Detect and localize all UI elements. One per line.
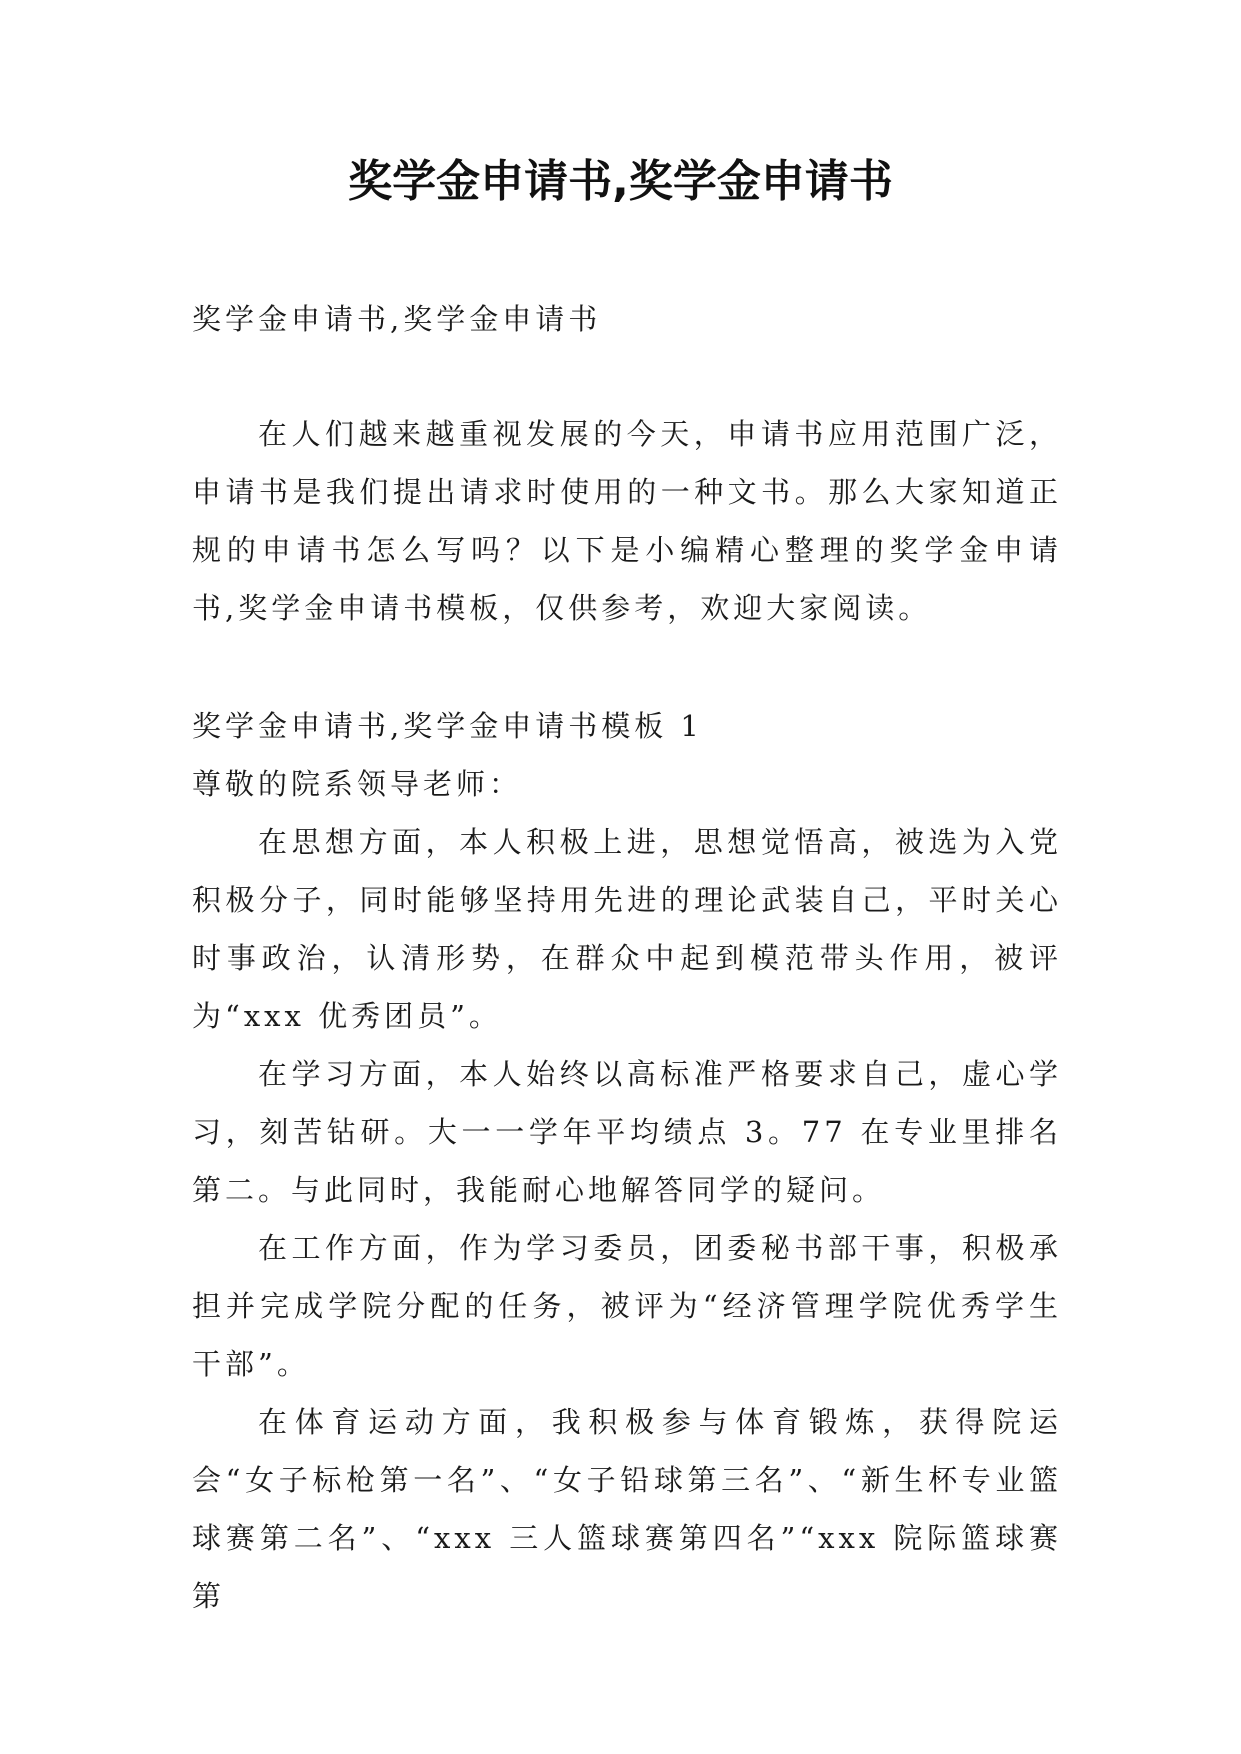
intro-paragraph: 在人们越来越重视发展的今天，申请书应用范围广泛，申请书是我们提出请求时使用的一种文书。那么大家知道正规的申请书怎么写吗？以下是小编精心整理的奖学金申请书,奖学金申请书模板，仅供参考，欢迎大家阅读。 bbox=[192, 417, 1062, 625]
section-title: 奖学金申请书,奖学金申请书模板 1 bbox=[192, 709, 703, 743]
application-section bbox=[192, 697, 1062, 1625]
subtitle-text: 奖学金申请书,奖学金申请书 bbox=[192, 302, 602, 336]
document-title: 奖学金申请书,奖学金申请书 bbox=[348, 156, 893, 207]
paragraph-study: 在学习方面，本人始终以高标准严格要求自己，虚心学习，刻苦钻研。大一一学年平均绩点 3。77 在专业里排名第二。与此同时，我能耐心地解答同学的疑问。 bbox=[192, 1057, 1062, 1207]
paragraph-sports: 在体育运动方面，我积极参与体育锻炼，获得院运会“女子标枪第一名”、“女子铅球第三名”、“新生杯专业篮球赛第二名”、“xxx 三人篮球赛第四名”“xxx 院际篮球赛第 bbox=[192, 1405, 1062, 1613]
intro-paragraph-block bbox=[192, 405, 1062, 637]
salutation: 尊敬的院系领导老师： bbox=[192, 767, 523, 801]
paragraph-ideology: 在思想方面，本人积极上进，思想觉悟高，被选为入党积极分子，同时能够坚持用先进的理论武装自己，平时关心时事政治，认清形势，在群众中起到模范带头作用，被评为“xxx 优秀团员”。 bbox=[192, 825, 1062, 1033]
paragraph-work: 在工作方面，作为学习委员，团委秘书部干事，积极承担并完成学院分配的任务，被评为“经济管理学院优秀学生干部”。 bbox=[192, 1231, 1062, 1381]
document-subtitle bbox=[192, 290, 1062, 348]
